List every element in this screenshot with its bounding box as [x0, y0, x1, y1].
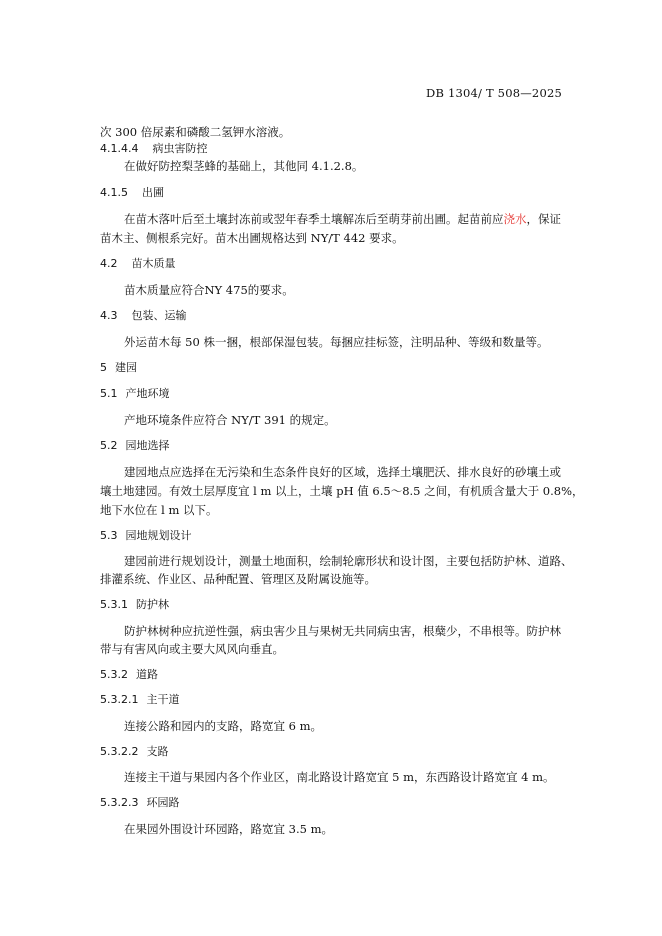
paragraph-line: 防护林树种应抗逆性强，病虫害少且与果树无共同病虫害，根蘖少，不串根等。防护林: [124, 624, 561, 638]
text-run: ，保证: [526, 212, 561, 226]
paragraph-line: 连接公路和园内的支路，路宽宜 6 m。: [124, 719, 323, 733]
section-title: 园地规划设计: [125, 529, 192, 542]
document-number: DB 1304/ T 508—2025: [426, 86, 562, 100]
paragraph-line: 排灌系统、作业区、品种配置、管理区及附属设施等。: [100, 572, 376, 586]
paragraph-line: 壤土地建园。有效土层厚度宜 l m 以上，土壤 pH 值 6.5～8.5 之间，有机质含量大于 0.8%，: [100, 484, 584, 498]
section-title: 支路: [146, 745, 169, 758]
section-title: 出圃: [142, 186, 164, 199]
section-number: 5.1: [100, 387, 118, 400]
section-heading-5-3: [100, 528, 570, 544]
section-title: 包装、运输: [131, 309, 187, 322]
section-heading-5-3-1: [100, 597, 570, 613]
section-number: 4.1.4.4: [100, 142, 139, 155]
paragraph-line: 次 300 倍尿素和磷酸二氢钾水溶液。: [100, 125, 291, 139]
section-heading-4-2: [100, 256, 570, 272]
section-title: 防护林: [136, 598, 169, 611]
paragraph-line: 苗木主、侧根系完好。苗木出圃规格达到 NY/T 442 要求。: [100, 231, 404, 245]
section-heading-5-2: [100, 438, 570, 454]
section-heading-5-3-2-3: [100, 795, 570, 811]
section-title: 环园路: [146, 796, 180, 809]
section-number: 5.3.2.1: [100, 693, 139, 706]
paragraph-line: 苗木质量应符合NY 475的要求。: [124, 283, 294, 297]
section-title: 主干道: [146, 693, 180, 706]
section-heading-4-3: [100, 308, 570, 324]
section-heading-4-1-4-4: [100, 141, 570, 157]
text-run: 在苗木落叶后至土壤封冻前或翌年春季土壤解冻后至萌芽前出圃。起苗前应: [124, 212, 504, 226]
paragraph-line: [124, 211, 594, 227]
section-number: 4.3: [100, 309, 118, 322]
section-number: 4.2: [100, 257, 118, 270]
paragraph-line: 外运苗木每 50 株一捆，根部保湿包装。每捆应挂标签，注明品种、等级和数量等。: [124, 335, 549, 349]
paragraph-line: 地下水位在 l m 以下。: [100, 503, 218, 517]
paragraph-line: 建园地点应选择在无污染和生态条件良好的区域，选择土壤肥沃、排水良好的砂壤土或: [124, 465, 561, 479]
section-title: 苗木质量: [131, 257, 176, 270]
section-number: 5.3.2.3: [100, 796, 139, 809]
section-number: 5: [100, 361, 107, 374]
section-title: 产地环境: [125, 387, 170, 400]
paragraph-line: 在果园外围设计环园路，路宽宜 3.5 m。: [124, 822, 334, 836]
paragraph-line: 带与有害风向或主要大风风向垂直。: [100, 642, 284, 656]
section-number: 5.3.2.2: [100, 745, 139, 758]
section-heading-5-3-2: [100, 667, 570, 683]
paragraph-line: 建园前进行规划设计，测量土地面积，绘制轮廓形状和设计图，主要包括防护林、道路、: [124, 554, 573, 568]
section-number: 4.1.5: [100, 186, 128, 199]
section-number: 5.3.1: [100, 598, 128, 611]
section-number: 5.3: [100, 529, 118, 542]
section-heading-4-1-5: [100, 185, 570, 201]
section-heading-5: [100, 360, 570, 376]
section-title: 病虫害防控: [152, 142, 208, 155]
section-heading-5-3-2-1: [100, 692, 570, 708]
paragraph-line: 连接主干道与果园内各个作业区，南北路设计路宽宜 5 m，东西路设计路宽宜 4 m。: [124, 770, 555, 784]
section-number: 5.2: [100, 439, 118, 452]
section-title: 建园: [115, 361, 137, 374]
section-number: 5.3.2: [100, 668, 128, 681]
section-title: 道路: [136, 668, 158, 681]
paragraph-line: 在做好防控梨茎蜂的基础上，其他同 4.1.2.8。: [124, 159, 364, 173]
highlighted-text: 浇水: [503, 212, 527, 226]
paragraph-line: 产地环境条件应符合 NY/T 391 的规定。: [124, 413, 336, 427]
section-title: 园地选择: [125, 439, 170, 452]
section-heading-5-1: [100, 386, 570, 402]
section-heading-5-3-2-2: [100, 744, 570, 760]
